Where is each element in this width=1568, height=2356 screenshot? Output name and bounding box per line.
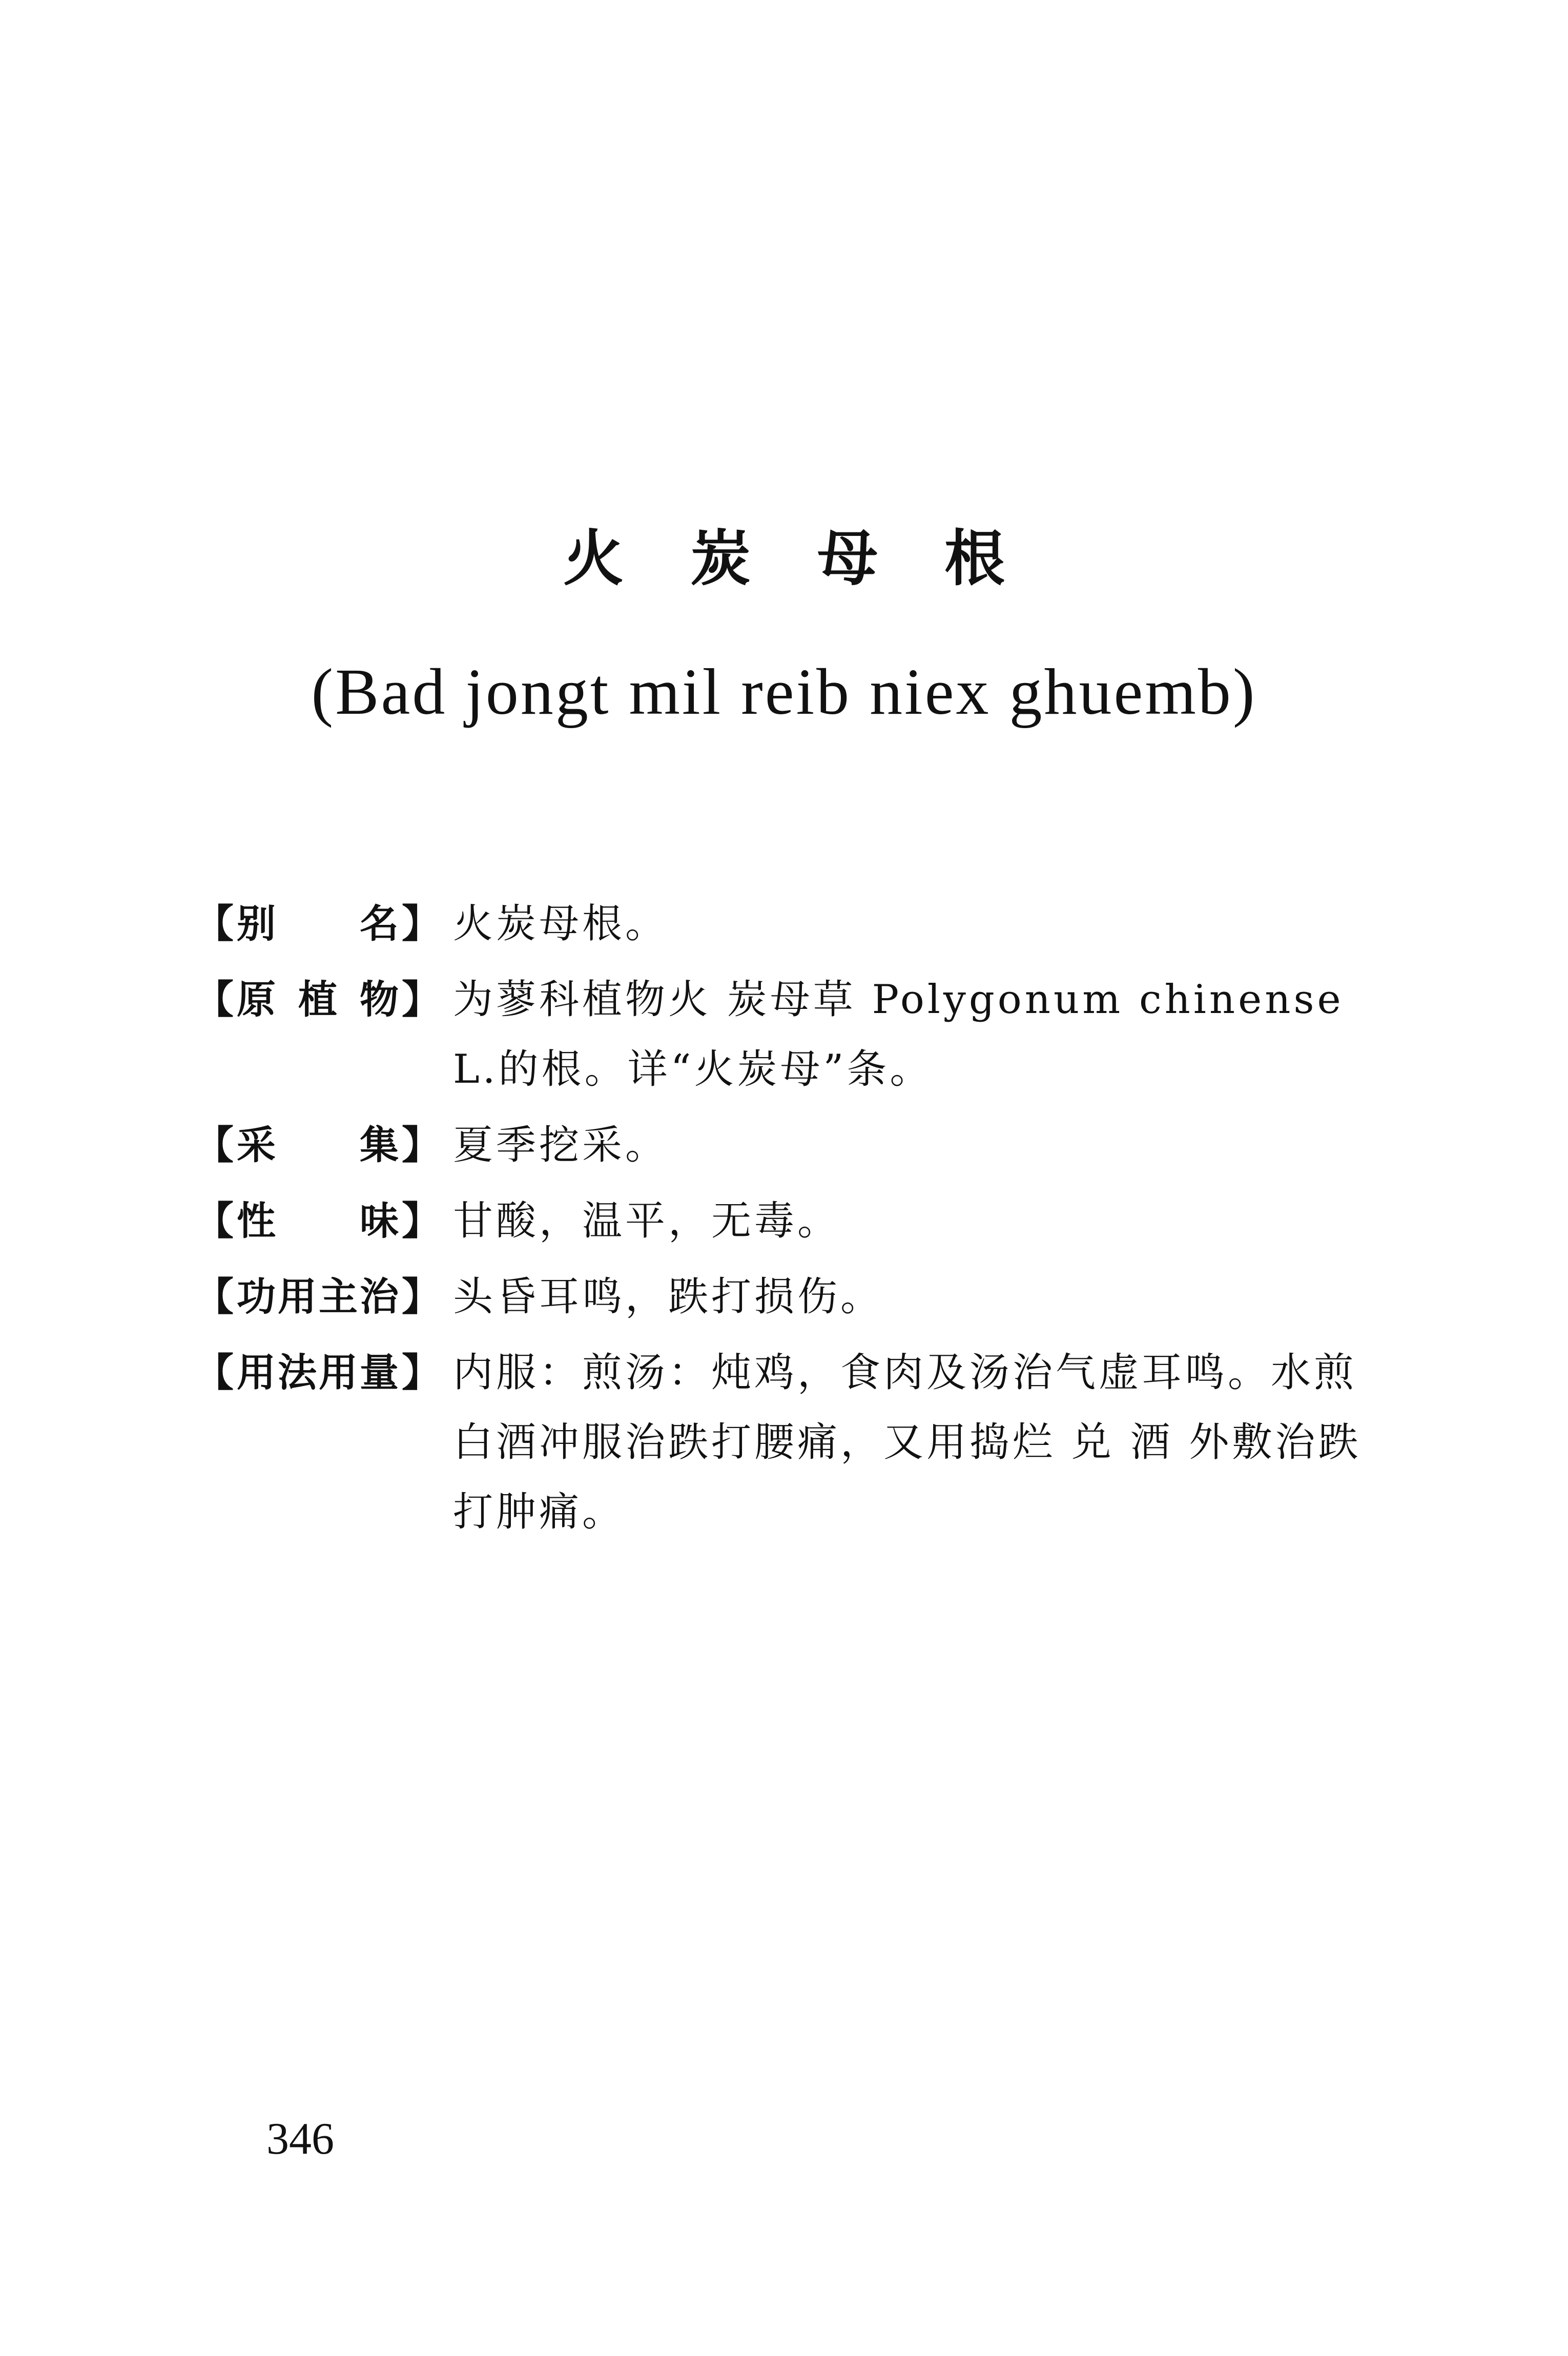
page-subtitle: (Bad jongt mil reib niex ghuemb) [311, 655, 1257, 728]
entry-label-text: 性 味 [237, 1198, 399, 1244]
entry-label-text: 功 用 主 治 [237, 1274, 399, 1319]
entry-label: 【 别 名 】 [195, 889, 441, 959]
entry-text: 夏季挖采。 [453, 1122, 669, 1168]
entry-nature-flavor [195, 1186, 1399, 1256]
entry-text: 内服：煎汤：炖鸡，食肉及汤治气虚耳鸣。水煎白酒冲服治跌打腰痛，又用捣烂 兑 酒 外敷治跌打肿痛。 [453, 1350, 1361, 1535]
entry-text: 为蓼科植物火 炭母草 Polygonum chinense L.的根。详“火炭母”条。 [453, 977, 1344, 1092]
entry-indications [195, 1262, 1399, 1332]
entry-label: 【 性 味 】 [195, 1186, 441, 1256]
entry-text: 甘酸，温平，无毒。 [453, 1198, 841, 1244]
entry-collection [195, 1110, 1399, 1180]
entry-label: 【 原 植 物 】 [195, 965, 441, 1035]
entry-source-plant [195, 965, 1399, 1104]
entry-label: 【 功 用 主 治 】 [195, 1262, 441, 1332]
page-number: 346 [266, 2114, 334, 2164]
entry-label-text: 别 名 [237, 901, 399, 946]
entry-text: 火炭母根。 [453, 901, 669, 947]
entry-label-text: 采 集 [237, 1122, 399, 1168]
entry-list [195, 889, 1399, 1553]
entry-usage-dosage [195, 1338, 1399, 1547]
entry-text: 头昏耳鸣，跌打损伤。 [453, 1274, 884, 1320]
entry-label-text: 原 植 物 [237, 977, 399, 1022]
entry-label: 【 采 集 】 [195, 1110, 441, 1180]
page-title: 火炭母根 [563, 523, 1071, 594]
entry-alias [195, 889, 1399, 959]
entry-label-text: 用 法 用 量 [237, 1350, 399, 1395]
entry-label: 【 用 法 用 量 】 [195, 1338, 441, 1408]
